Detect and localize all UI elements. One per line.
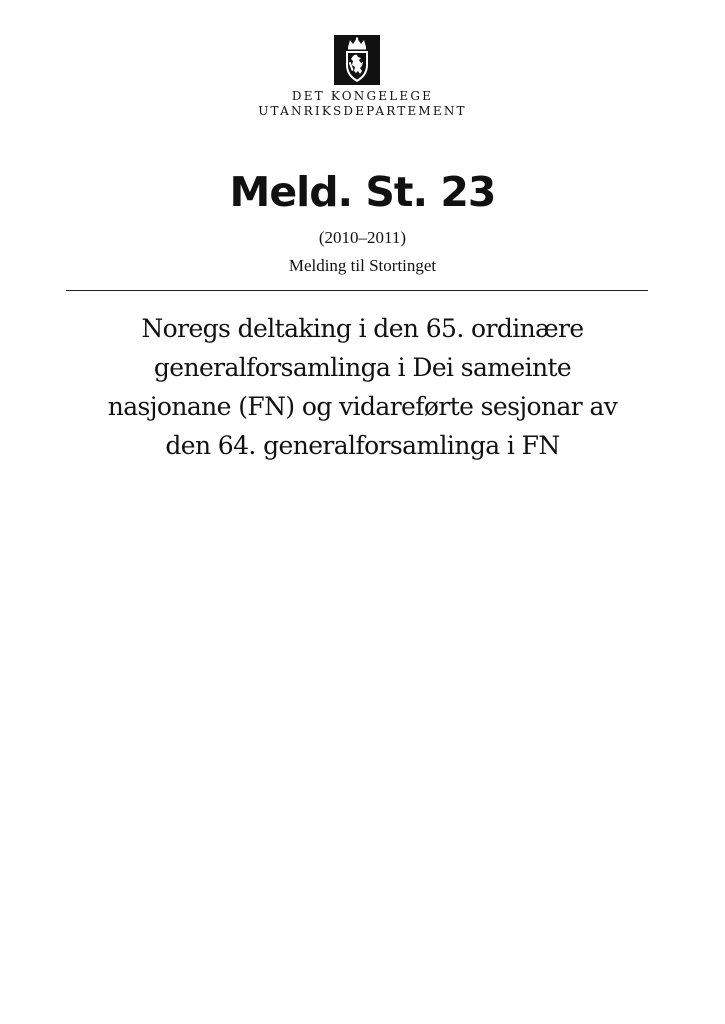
ministry-name-line-2: UTANRIKSDEPARTEMENT: [258, 104, 467, 118]
norwegian-coat-of-arms-icon: [334, 35, 380, 85]
subject-line: Noregs deltaking i den 65. ordinære: [141, 314, 584, 343]
ministry-name-line-1: DET KONGELEGE: [291, 89, 434, 103]
session-years: (2010–2011): [318, 228, 407, 247]
subject-line: den 64. generalforsamlinga i FN: [165, 431, 560, 460]
document-type: Melding til Stortinget: [288, 256, 437, 275]
document-title: Meld. St. 23: [229, 168, 496, 216]
document-subject: [60, 309, 665, 465]
divider: [66, 290, 648, 291]
subject-line: generalforsamlinga i Dei sameinte: [153, 353, 572, 382]
subject-line: nasjonane (FN) og vidareførte sesjonar av: [107, 392, 618, 421]
